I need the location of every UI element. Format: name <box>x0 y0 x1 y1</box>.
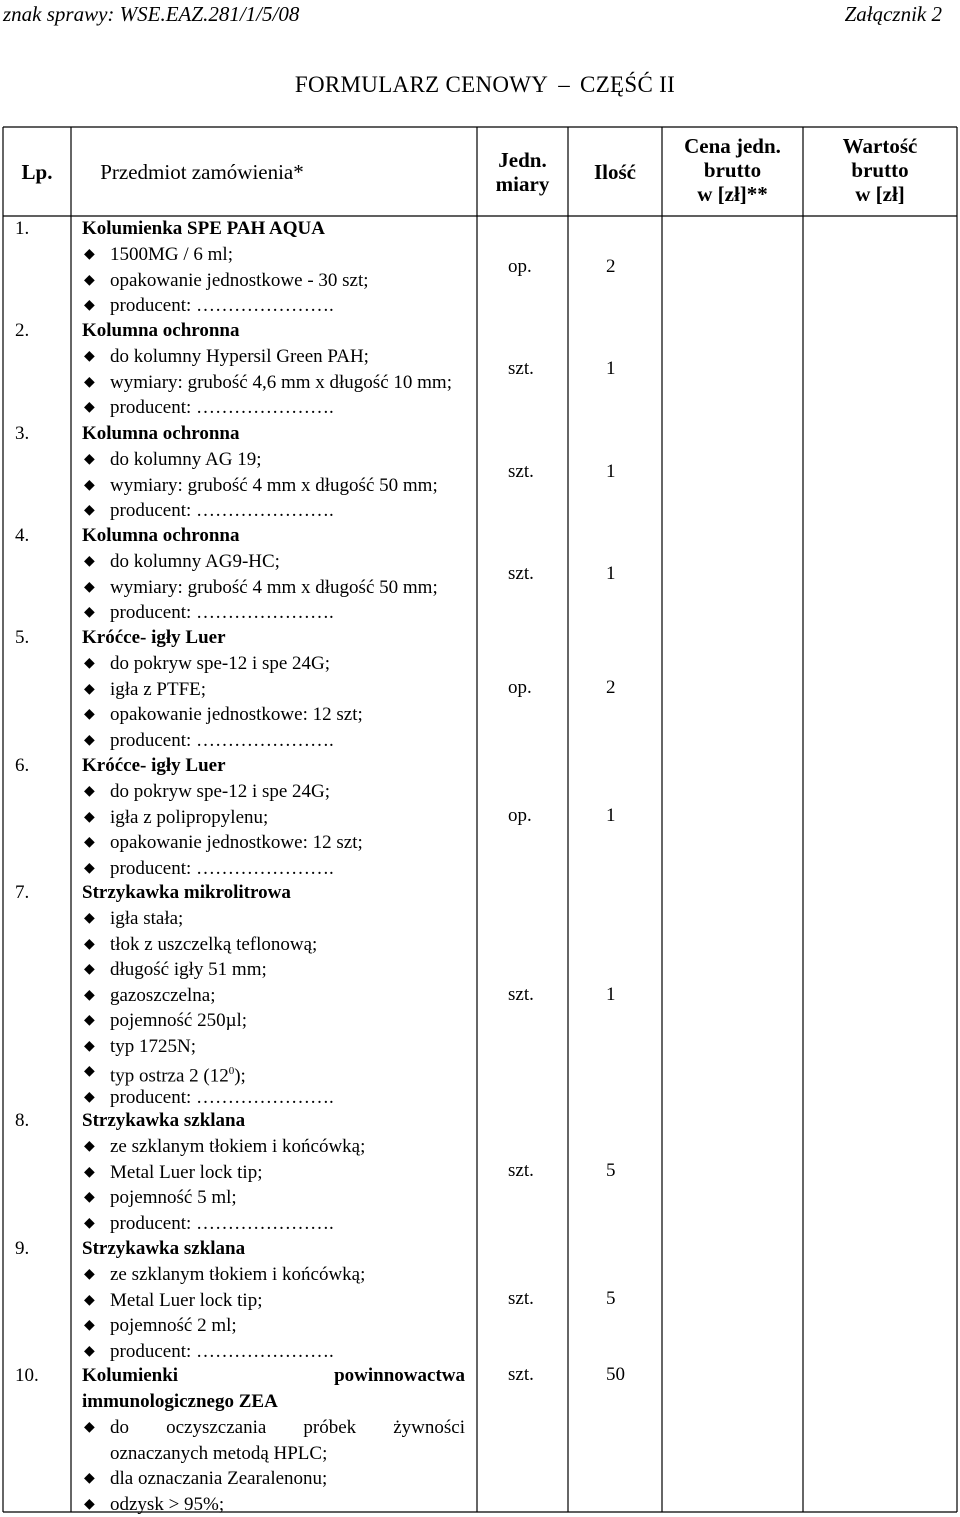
item-spec: ◆ wymiary: grubość 4,6 mm x długość 10 mm; <box>82 370 465 396</box>
item-spec: ◆ igła z PTFE; <box>82 677 465 703</box>
diamond-bullet-icon: ◆ <box>84 1085 95 1111</box>
item-spec: ◆ dla oznaczania Zearalenonu; <box>82 1466 465 1492</box>
diamond-bullet-icon: ◆ <box>84 268 95 294</box>
item-spec-continued: oznaczanych metodą HPLC; <box>82 1441 465 1467</box>
item-spec: ◆ do kolumny AG9-HC; <box>82 549 465 575</box>
item-spec: ◆ producent: …………………. <box>82 856 465 882</box>
item-name: Strzykawka szklana <box>82 1236 465 1262</box>
item-spec: ◆ 1500MG / 6 ml; <box>82 242 465 268</box>
item-name: Kolumna ochronna <box>82 318 465 344</box>
qty-cell: 2 <box>606 256 616 278</box>
diamond-bullet-icon: ◆ <box>84 906 95 932</box>
row-number: 10. <box>15 1363 39 1389</box>
item-spec: ◆ gazoszczelna; <box>82 983 465 1009</box>
item-spec: ◆ tłok z uszczelką teflonową; <box>82 932 465 958</box>
item-name: Kolumna ochronna <box>82 523 465 549</box>
item-spec: ◆ producent: …………………. <box>82 498 465 524</box>
row-number: 3. <box>15 421 29 447</box>
item-spec: ◆ odzysk > 95%; <box>82 1492 465 1517</box>
item-spec: ◆ typ 1725N; <box>82 1034 465 1060</box>
col-header-value-line3: w [zł] <box>803 182 957 206</box>
item-name: Króćce- igły Luer <box>82 753 465 779</box>
title-left: FORMULARZ CENOWY <box>295 72 548 97</box>
diamond-bullet-icon: ◆ <box>84 932 95 958</box>
col-header-value <box>803 134 957 206</box>
item-spec: ◆ typ ostrza 2 $(12^0)$; <box>82 1059 465 1085</box>
item-spec: ◆ producent: …………………. <box>82 1085 465 1111</box>
item-description <box>82 523 465 626</box>
qty-cell: 1 <box>606 461 616 483</box>
unit-cell: szt. <box>508 1364 534 1386</box>
diamond-bullet-icon: ◆ <box>84 983 95 1009</box>
unit-cell: op. <box>508 677 532 699</box>
item-spec: ◆ ze szklanym tłokiem i końcówką; <box>82 1262 465 1288</box>
diamond-bullet-icon: ◆ <box>84 1134 95 1160</box>
diamond-bullet-icon: ◆ <box>84 1262 95 1288</box>
item-description <box>82 216 465 319</box>
diamond-bullet-icon: ◆ <box>84 1059 95 1085</box>
item-spec: ◆ producent: …………………. <box>82 1339 465 1365</box>
item-spec: ◆ opakowanie jednostkowe: 12 szt; <box>82 830 465 856</box>
item-description <box>82 1236 465 1364</box>
item-spec: ◆ pojemność 250µl; <box>82 1008 465 1034</box>
qty-cell: 5 <box>606 1160 616 1182</box>
item-name: Kolumienki powinnowactwa <box>82 1363 465 1389</box>
item-description <box>82 318 465 421</box>
item-spec: ◆ producent: …………………. <box>82 293 465 319</box>
diamond-bullet-icon: ◆ <box>84 856 95 882</box>
row-number: 5. <box>15 625 29 651</box>
item-spec: ◆ producent: …………………. <box>82 728 465 754</box>
diamond-bullet-icon: ◆ <box>84 1288 95 1314</box>
diamond-bullet-icon: ◆ <box>84 728 95 754</box>
item-name: Króćce- igły Luer <box>82 625 465 651</box>
diamond-bullet-icon: ◆ <box>84 600 95 626</box>
page-title <box>0 72 960 98</box>
item-spec: ◆ producent: …………………. <box>82 1211 465 1237</box>
diamond-bullet-icon: ◆ <box>84 677 95 703</box>
row-number: 8. <box>15 1108 29 1134</box>
diamond-bullet-icon: ◆ <box>84 344 95 370</box>
item-spec: ◆ opakowanie jednostkowe: 12 szt; <box>82 702 465 728</box>
item-spec: ◆ do pokryw spe-12 i spe 24G; <box>82 651 465 677</box>
item-spec: ◆ długość igły 51 mm; <box>82 957 465 983</box>
document-header <box>0 0 960 30</box>
diamond-bullet-icon: ◆ <box>84 1034 95 1060</box>
item-spec: ◆ ze szklanym tłokiem i końcówką; <box>82 1134 465 1160</box>
row-number: 7. <box>15 880 29 906</box>
diamond-bullet-icon: ◆ <box>84 1415 95 1441</box>
item-description <box>82 1108 465 1236</box>
item-description <box>82 880 465 1110</box>
item-description <box>82 1363 465 1517</box>
title-dash: – <box>558 72 570 97</box>
col-header-price-line2: brutto <box>662 158 803 182</box>
item-spec: ◆ producent: …………………. <box>82 600 465 626</box>
item-spec: ◆ producent: …………………. <box>82 395 465 421</box>
item-description <box>82 421 465 524</box>
unit-cell: szt. <box>508 358 534 380</box>
col-header-qty: Ilość <box>568 160 662 184</box>
attachment-label: Załącznik 2 <box>845 2 942 27</box>
unit-cell: szt. <box>508 1288 534 1310</box>
item-name-continued: immunologicznego ZEA <box>82 1389 465 1415</box>
item-name: Strzykawka szklana <box>82 1108 465 1134</box>
title-right: CZĘŚĆ II <box>580 72 675 97</box>
diamond-bullet-icon: ◆ <box>84 651 95 677</box>
unit-cell: szt. <box>508 563 534 585</box>
diamond-bullet-icon: ◆ <box>84 370 95 396</box>
col-header-unit-line2: miary <box>477 172 568 196</box>
qty-cell: 1 <box>606 984 616 1006</box>
row-number: 6. <box>15 753 29 779</box>
item-spec: ◆ wymiary: grubość 4 mm x długość 50 mm; <box>82 575 465 601</box>
diamond-bullet-icon: ◆ <box>84 447 95 473</box>
col-header-value-line1: Wartość <box>803 134 957 158</box>
diamond-bullet-icon: ◆ <box>84 702 95 728</box>
diamond-bullet-icon: ◆ <box>84 1008 95 1034</box>
row-number: 9. <box>15 1236 29 1262</box>
item-description <box>82 753 465 881</box>
col-header-price-line1: Cena jedn. <box>662 134 803 158</box>
item-spec: ◆ do pokryw spe-12 i spe 24G; <box>82 779 465 805</box>
diamond-bullet-icon: ◆ <box>84 242 95 268</box>
item-spec: ◆ Metal Luer lock tip; <box>82 1288 465 1314</box>
row-number: 2. <box>15 318 29 344</box>
diamond-bullet-icon: ◆ <box>84 1339 95 1365</box>
unit-cell: szt. <box>508 984 534 1006</box>
col-header-unit <box>477 148 568 196</box>
qty-cell: 1 <box>606 563 616 585</box>
col-header-unit-line1: Jedn. <box>477 148 568 172</box>
diamond-bullet-icon: ◆ <box>84 575 95 601</box>
diamond-bullet-icon: ◆ <box>84 1466 95 1492</box>
qty-cell: 50 <box>606 1364 625 1386</box>
item-description <box>82 625 465 753</box>
diamond-bullet-icon: ◆ <box>84 293 95 319</box>
diamond-bullet-icon: ◆ <box>84 549 95 575</box>
item-name: Kolumna ochronna <box>82 421 465 447</box>
item-name: Strzykawka mikrolitrowa <box>82 880 465 906</box>
diamond-bullet-icon: ◆ <box>84 1492 95 1517</box>
col-header-value-line2: brutto <box>803 158 957 182</box>
unit-cell: szt. <box>508 461 534 483</box>
item-spec: ◆ pojemność 5 ml; <box>82 1185 465 1211</box>
item-spec: ◆ do oczyszczania próbek żywności <box>82 1415 465 1441</box>
diamond-bullet-icon: ◆ <box>84 498 95 524</box>
diamond-bullet-icon: ◆ <box>84 1313 95 1339</box>
qty-cell: 5 <box>606 1288 616 1310</box>
case-reference: znak sprawy: WSE.EAZ.281/1/5/08 <box>3 2 299 27</box>
col-header-subject: Przedmiot zamówienia* <box>71 160 333 184</box>
item-spec: ◆ wymiary: grubość 4 mm x długość 50 mm; <box>82 473 465 499</box>
item-spec: ◆ igła stała; <box>82 906 465 932</box>
unit-cell: op. <box>508 805 532 827</box>
item-spec: ◆ opakowanie jednostkowe - 30 szt; <box>82 268 465 294</box>
unit-cell: szt. <box>508 1160 534 1182</box>
col-header-price-line3: w [zł]** <box>662 182 803 206</box>
col-header-price <box>662 134 803 206</box>
item-spec: ◆ Metal Luer lock tip; <box>82 1160 465 1186</box>
diamond-bullet-icon: ◆ <box>84 1185 95 1211</box>
item-spec: ◆ do kolumny AG 19; <box>82 447 465 473</box>
diamond-bullet-icon: ◆ <box>84 830 95 856</box>
col-header-lp: Lp. <box>3 160 71 184</box>
diamond-bullet-icon: ◆ <box>84 1211 95 1237</box>
diamond-bullet-icon: ◆ <box>84 805 95 831</box>
item-spec: ◆ do kolumny Hypersil Green PAH; <box>82 344 465 370</box>
diamond-bullet-icon: ◆ <box>84 1160 95 1186</box>
qty-cell: 1 <box>606 358 616 380</box>
qty-cell: 1 <box>606 805 616 827</box>
qty-cell: 2 <box>606 677 616 699</box>
diamond-bullet-icon: ◆ <box>84 779 95 805</box>
diamond-bullet-icon: ◆ <box>84 957 95 983</box>
row-number: 1. <box>15 216 29 242</box>
item-name: Kolumienka SPE PAH AQUA <box>82 216 465 242</box>
item-spec: ◆ igła z polipropylenu; <box>82 805 465 831</box>
diamond-bullet-icon: ◆ <box>84 395 95 421</box>
item-spec: ◆ pojemność 2 ml; <box>82 1313 465 1339</box>
unit-cell: op. <box>508 256 532 278</box>
diamond-bullet-icon: ◆ <box>84 473 95 499</box>
row-number: 4. <box>15 523 29 549</box>
